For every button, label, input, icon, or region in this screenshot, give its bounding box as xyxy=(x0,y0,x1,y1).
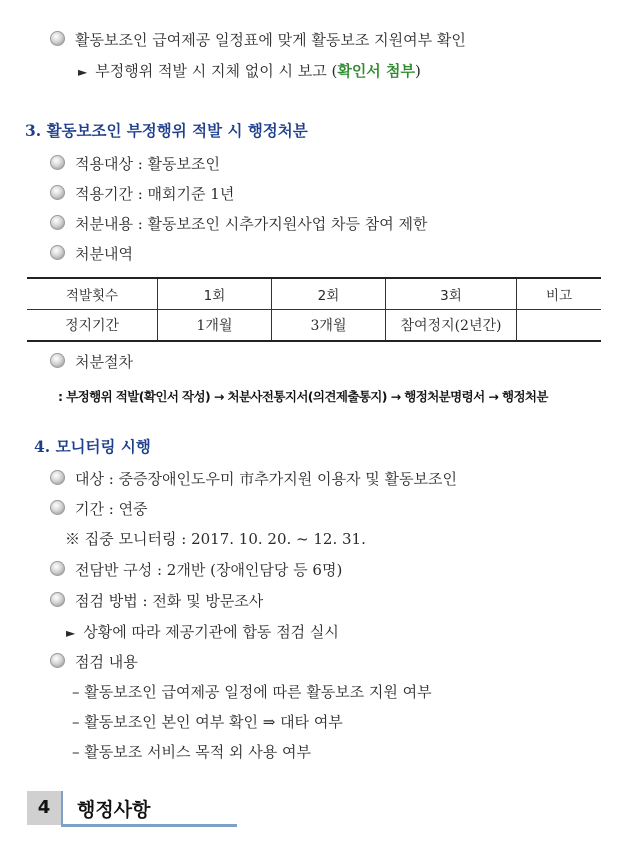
list-item xyxy=(50,590,263,611)
table-cell xyxy=(517,310,602,342)
list-item xyxy=(50,153,220,174)
sub-item-text-end: ) xyxy=(415,62,421,80)
item-text: 적용대상 : 활동보조인 xyxy=(75,155,221,173)
list-item xyxy=(50,651,138,672)
list-item xyxy=(50,559,342,580)
item-text: 점검 내용 xyxy=(75,653,138,671)
sub-item-text: 상황에 따라 제공기관에 합동 점검 실시 xyxy=(83,623,339,641)
bullet-icon xyxy=(50,31,65,46)
sub-item xyxy=(78,60,421,81)
table-cell: 정지기간 xyxy=(27,310,158,342)
triangle-right-icon: ► xyxy=(78,65,88,79)
triangle-right-icon: ► xyxy=(66,626,76,640)
bullet-icon xyxy=(50,245,65,260)
table-cell: 참여정지(2년간) xyxy=(386,310,517,342)
divider xyxy=(61,824,237,827)
list-item xyxy=(50,243,133,264)
item-text: 적용기간 : 매회기준 1년 xyxy=(75,185,235,203)
list-item xyxy=(50,468,457,489)
table-cell: 1개월 xyxy=(158,310,272,342)
bullet-icon xyxy=(50,470,65,485)
bullet-icon xyxy=(50,215,65,230)
bullet-icon xyxy=(50,561,65,576)
dash-item: – 활동보조인 본인 여부 확인 ⇒ 대타 여부 xyxy=(72,713,343,731)
dash-item: – 활동보조인 급여제공 일정에 따른 활동보조 지원 여부 xyxy=(72,683,432,701)
section-title: 행정사항 xyxy=(77,799,151,821)
item-text: 활동보조인 급여제공 일정표에 맞게 활동보조 지원여부 확인 xyxy=(75,31,466,49)
section-heading: 4. 모니터링 시행 xyxy=(34,437,151,456)
table-header-cell: 3회 xyxy=(386,278,517,310)
list-item xyxy=(50,351,133,372)
bullet-icon xyxy=(50,592,65,607)
table-header-cell: 비고 xyxy=(517,278,602,310)
item-text: 처분내용 : 활동보조인 시추가지원사업 차등 참여 제한 xyxy=(75,215,428,233)
penalty-table xyxy=(27,277,601,342)
divider xyxy=(61,791,63,827)
bullet-icon xyxy=(50,155,65,170)
item-text: 전담반 구성 : 2개반 (장애인담당 등 6명) xyxy=(75,561,343,579)
bullet-icon xyxy=(50,353,65,368)
item-text: 점검 방법 : 전화 및 방문조사 xyxy=(75,592,264,610)
list-item xyxy=(50,498,148,519)
list-item xyxy=(50,213,427,234)
table-header-row xyxy=(27,278,601,310)
table-header-cell: 2회 xyxy=(272,278,386,310)
list-item xyxy=(50,183,234,204)
bullet-icon xyxy=(50,500,65,515)
highlight-text: 확인서 첨부 xyxy=(337,62,416,80)
item-text: 처분내역 xyxy=(75,245,133,263)
table-cell: 3개월 xyxy=(272,310,386,342)
section-number-badge: 4 xyxy=(27,791,61,825)
procedure-flow: : 부정행위 적발(확인서 작성) → 처분사전통지서(의견제출통지) → 행정처분명령서 → 행정처분 xyxy=(58,389,548,404)
item-text: 대상 : 중증장애인도우미 市추가지원 이용자 및 활동보조인 xyxy=(75,470,457,488)
bullet-icon xyxy=(50,185,65,200)
note: ※ 집중 모니터링 : 2017. 10. 20. ~ 12. 31. xyxy=(65,530,366,548)
table-row xyxy=(27,310,601,342)
list-item xyxy=(50,29,466,50)
table-header-cell: 적발횟수 xyxy=(27,278,158,310)
table-header-cell: 1회 xyxy=(158,278,272,310)
sub-item xyxy=(66,621,339,642)
dash-item: – 활동보조 서비스 목적 외 사용 여부 xyxy=(72,743,311,761)
bullet-icon xyxy=(50,653,65,668)
section-heading: 3. 활동보조인 부정행위 적발 시 행정처분 xyxy=(25,121,308,140)
item-text: 처분절차 xyxy=(75,353,133,371)
sub-item-text: 부정행위 적발 시 지체 없이 시 보고 ( xyxy=(95,62,338,80)
item-text: 기간 : 연중 xyxy=(75,500,148,518)
